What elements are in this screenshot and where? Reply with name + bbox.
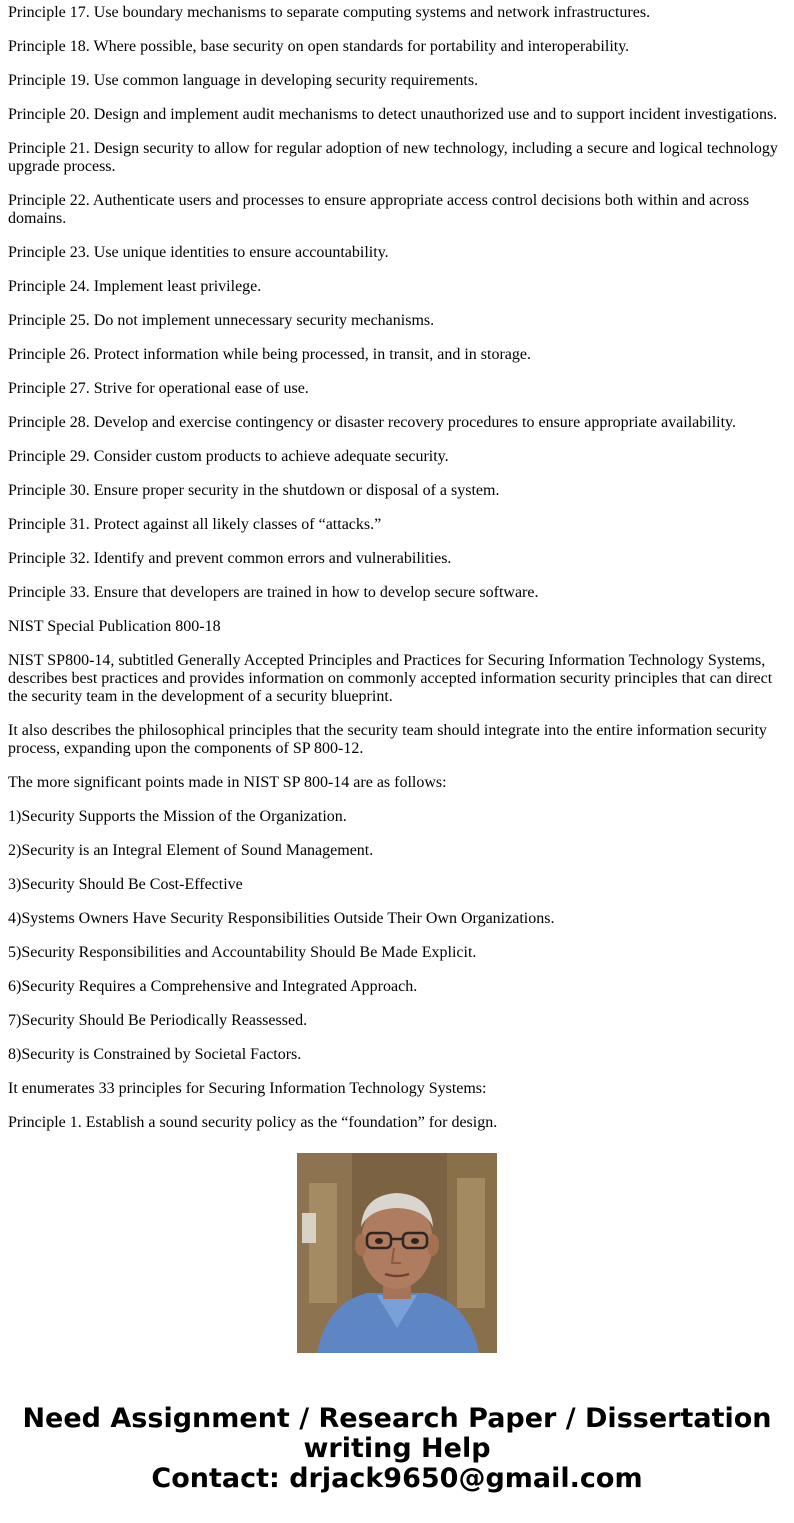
paragraph: Principle 21. Design security to allow for regular adoption of new technology, including a secure and logical technology upgrade process. [8,140,778,175]
paragraph: Principle 23. Use unique identities to ensure accountability. [8,244,389,261]
promo-banner [0,1404,794,1494]
paragraph: Principle 24. Implement least privilege. [8,278,262,295]
promo-line: Need Assignment / Research Paper / Dissertation [22,1403,772,1434]
list-item: 2)Security is an Integral Element of Sound Management. [8,842,374,859]
paragraph: It also describes the philosophical principles that the security team should integrate into the entire information security process, expanding upon the components of SP 800-12. [8,722,767,757]
paragraph: Principle 31. Protect against all likely classes of “attacks.” [8,516,382,533]
section-heading: NIST Special Publication 800-18 [8,618,221,635]
paragraph: NIST SP800-14, subtitled Generally Accepted Principles and Practices for Securing Information Technology Systems, describes best practices and provides information on commonly accepted information security principles that can direct the security team in the development of a security blueprint. [8,652,773,705]
avatar [297,1153,497,1353]
paragraph: Principle 30. Ensure proper security in the shutdown or disposal of a system. [8,482,500,499]
paragraph: Principle 22. Authenticate users and processes to ensure appropriate access control decisions both within and across domains. [8,192,750,227]
paragraph: Principle 17. Use boundary mechanisms to separate computing systems and network infrastructures. [8,4,651,21]
paragraph: Principle 33. Ensure that developers are trained in how to develop secure software. [8,584,539,601]
list-item: 8)Security is Constrained by Societal Factors. [8,1046,302,1063]
paragraph: Principle 27. Strive for operational ease of use. [8,380,309,397]
paragraph: Principle 18. Where possible, base security on open standards for portability and interoperability. [8,38,630,55]
list-item: 5)Security Responsibilities and Accountability Should Be Made Explicit. [8,944,477,961]
paragraph: Principle 28. Develop and exercise contingency or disaster recovery procedures to ensure appropriate availability. [8,414,737,431]
list-item: 6)Security Requires a Comprehensive and Integrated Approach. [8,978,418,995]
promo-line: writing Help [303,1433,491,1464]
paragraph: Principle 29. Consider custom products to achieve adequate security. [8,448,449,465]
paragraph: The more significant points made in NIST SP 800-14 are as follows: [8,774,447,791]
paragraph: Principle 19. Use common language in developing security requirements. [8,72,479,89]
list-item: 4)Systems Owners Have Security Responsibilities Outside Their Own Organizations. [8,910,555,927]
document-text [8,0,786,1131]
list-item: 1)Security Supports the Mission of the Organization. [8,808,347,825]
promo-contact: Contact: drjack9650@gmail.com [151,1463,643,1494]
list-item: 7)Security Should Be Periodically Reassessed. [8,1012,308,1029]
paragraph: Principle 1. Establish a sound security policy as the “foundation” for design. [8,1114,498,1131]
paragraph: Principle 26. Protect information while being processed, in transit, and in storage. [8,346,531,363]
paragraph: It enumerates 33 principles for Securing Information Technology Systems: [8,1080,487,1097]
paragraph: Principle 20. Design and implement audit mechanisms to detect unauthorized use and to support incident investigations. [8,106,778,123]
paragraph: Principle 32. Identify and prevent common errors and vulnerabilities. [8,550,452,567]
list-item: 3)Security Should Be Cost-Effective [8,876,243,893]
person-photo [297,1153,497,1353]
paragraph: Principle 25. Do not implement unnecessary security mechanisms. [8,312,435,329]
